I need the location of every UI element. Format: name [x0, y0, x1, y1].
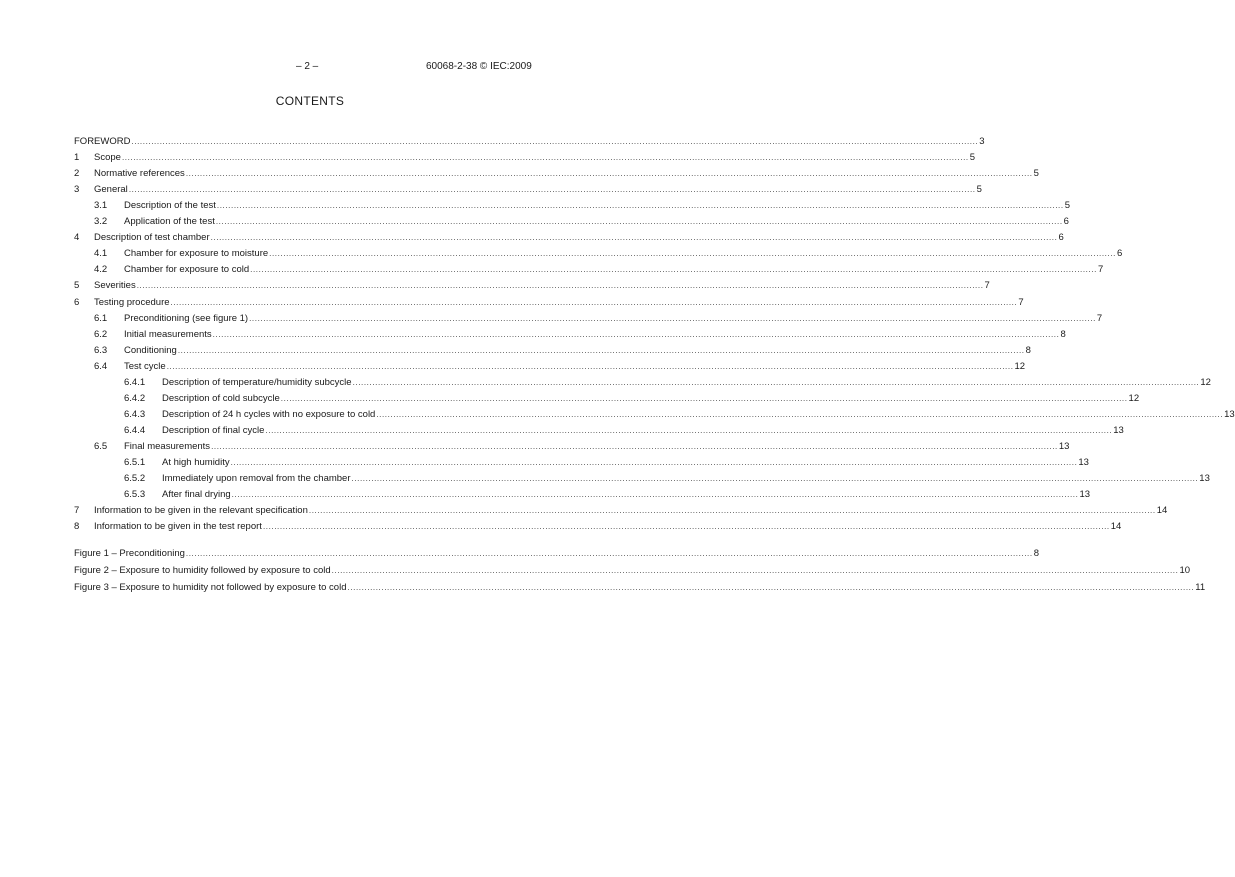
toc-entry-title: Normative references [94, 168, 185, 179]
toc-entry-number: 7 [74, 505, 80, 516]
toc-entry-page: 6 [1116, 248, 1123, 259]
toc-entry-title: Initial measurements [124, 329, 212, 340]
toc-entry-number: 6.5 [94, 441, 108, 452]
toc-entry-title: Preconditioning (see figure 1) [124, 313, 249, 324]
toc-entry[interactable] [124, 489, 1091, 501]
dot-leader: ............................................................................................................................................................................................................................................................................................................ [262, 522, 1110, 531]
toc-entry-page: 8 [1025, 345, 1031, 356]
dot-leader: ............................................................................................................................................................................................................................................................................................................ [121, 153, 969, 162]
toc-entry-page: 3 [979, 136, 985, 147]
contents-title: CONTENTS [275, 94, 345, 108]
toc-entry-number: 6.1 [94, 313, 108, 324]
toc-entry-title: Description of test chamber [94, 232, 210, 243]
toc-entry-title: Scope [94, 152, 121, 163]
toc-entry-title: Description of temperature/humidity subcycle [162, 377, 352, 388]
dot-leader: ............................................................................................................................................................................................................................................................................................................ [166, 362, 1014, 371]
dot-leader: ............................................................................................................................................................................................................................................................................................................ [177, 346, 1025, 355]
page-number: – 2 – [296, 61, 319, 72]
toc-entry-number: 4.2 [94, 264, 108, 275]
toc-entry[interactable] [124, 409, 1235, 421]
toc-entry-title: Test cycle [124, 361, 166, 372]
dot-leader: ............................................................................................................................................................................................................................................................................................................ [211, 442, 1058, 451]
toc-entry-number: 3 [74, 184, 80, 195]
toc-entry[interactable] [74, 136, 985, 148]
toc-entry-title: Severities [94, 280, 136, 291]
toc-entry[interactable] [94, 313, 1103, 325]
toc-entry[interactable] [124, 425, 1124, 437]
toc-entry[interactable] [74, 184, 982, 196]
toc-entry[interactable] [74, 505, 1168, 517]
toc-entry[interactable] [124, 377, 1211, 389]
toc-entry-title: Testing procedure [94, 297, 170, 308]
toc-entry[interactable] [94, 200, 1070, 212]
toc-entry-number: 1 [74, 152, 80, 163]
toc-entry-page: 13 [1079, 489, 1091, 500]
dot-leader: ............................................................................................................................................................................................................................................................................................................ [185, 549, 1033, 558]
toc-entry-title: After final drying [162, 489, 231, 500]
dot-leader: ............................................................................................................................................................................................................................................................................................................ [170, 298, 1018, 307]
toc-entry-title: General [94, 184, 128, 195]
toc-entry-title: Description of cold subcycle [162, 393, 280, 404]
toc-entry-title: Information to be given in the test report [94, 521, 262, 532]
toc-entry-page: 7 [1096, 313, 1103, 324]
toc-entry-title: Final measurements [124, 441, 211, 452]
toc-entry-page: 13 [1113, 425, 1124, 436]
dot-leader: ............................................................................................................................................................................................................................................................................................................ [376, 410, 1224, 419]
toc-entry-page: 6 [1058, 232, 1064, 243]
toc-entry-page: 14 [1110, 521, 1122, 532]
figure-list-entry[interactable] [74, 565, 1191, 577]
dot-leader: ............................................................................................................................................................................................................................................................................................................ [210, 233, 1058, 242]
dot-leader: ............................................................................................................................................................................................................................................................................................................ [212, 330, 1060, 339]
toc-entry-title: Description of 24 h cycles with no exposure to cold [162, 409, 376, 420]
toc-entry-title: Information to be given in the relevant specification [94, 505, 308, 516]
toc-entry-number: 3.1 [94, 200, 108, 211]
dot-leader: ............................................................................................................................................................................................................................................................................................................ [128, 185, 976, 194]
toc-entry[interactable] [74, 521, 1122, 533]
dot-leader: ............................................................................................................................................................................................................................................................................................................ [249, 314, 1096, 323]
toc-entry-page: 5 [969, 152, 976, 163]
dot-leader: ............................................................................................................................................................................................................................................................................................................ [131, 137, 979, 146]
toc-entry-number: 6.3 [94, 345, 108, 356]
dot-leader: ............................................................................................................................................................................................................................................................................................................ [331, 566, 1179, 575]
toc-entry-page: 8 [1060, 329, 1066, 340]
toc-entry-number: 6.4.4 [124, 425, 146, 436]
dot-leader: ............................................................................................................................................................................................................................................................................................................ [347, 583, 1195, 592]
toc-entry-number: 5 [74, 280, 80, 291]
dot-leader: ............................................................................................................................................................................................................................................................................................................ [269, 249, 1116, 258]
toc-entry-page: 14 [1156, 505, 1168, 516]
toc-entry-title: FOREWORD [74, 136, 131, 147]
toc-entry[interactable] [94, 345, 1031, 357]
toc-entry-number: 4.1 [94, 248, 108, 259]
standard-reference: 60068-2-38 © IEC:2009 [426, 61, 532, 72]
toc-entry-number: 6.5.2 [124, 473, 146, 484]
toc-entry-page: 11 [1195, 582, 1206, 593]
dot-leader: ............................................................................................................................................................................................................................................................................................................ [136, 281, 984, 290]
toc-entry-title: Chamber for exposure to cold [124, 264, 250, 275]
toc-entry-number: 8 [74, 521, 80, 532]
toc-entry-title: At high humidity [162, 457, 230, 468]
toc-entry-page: 13 [1224, 409, 1235, 420]
toc-entry-title: Figure 2 – Exposure to humidity followed by exposure to cold [74, 565, 331, 576]
toc-entry-title: Description of final cycle [162, 425, 265, 436]
toc-entry-page: 7 [1097, 264, 1104, 275]
toc-entry[interactable] [124, 393, 1140, 405]
toc-entry[interactable] [94, 248, 1123, 260]
toc-entry[interactable] [74, 280, 990, 292]
toc-entry-title: Figure 1 – Preconditioning [74, 548, 185, 559]
toc-entry-number: 2 [74, 168, 80, 179]
toc-entry-page: 7 [984, 280, 990, 291]
toc-entry[interactable] [94, 264, 1104, 276]
toc-entry[interactable] [94, 216, 1069, 228]
toc-entry[interactable] [74, 232, 1064, 244]
toc-entry[interactable] [74, 152, 976, 164]
toc-entry-page: 13 [1199, 473, 1210, 484]
toc-entry[interactable] [124, 457, 1089, 469]
toc-entry[interactable] [74, 297, 1024, 309]
dot-leader: ............................................................................................................................................................................................................................................................................................................ [351, 474, 1199, 483]
toc-entry-number: 6.5.3 [124, 489, 146, 500]
toc-entry-title: Immediately upon removal from the chamber [162, 473, 351, 484]
toc-entry[interactable] [94, 329, 1066, 341]
toc-entry-number: 6 [74, 297, 80, 308]
dot-leader: ............................................................................................................................................................................................................................................................................................................ [280, 394, 1128, 403]
toc-entry-page: 8 [1033, 548, 1039, 559]
dot-leader: ............................................................................................................................................................................................................................................................................................................ [185, 169, 1033, 178]
toc-entry-page: 5 [1033, 168, 1039, 179]
toc-entry-number: 6.4.1 [124, 377, 146, 388]
toc-entry-page: 10 [1179, 565, 1191, 576]
toc-entry-page: 12 [1128, 393, 1140, 404]
dot-leader: ............................................................................................................................................................................................................................................................................................................ [215, 217, 1063, 226]
toc-entry-title: Conditioning [124, 345, 177, 356]
toc-entry-number: 6.2 [94, 329, 108, 340]
toc-entry-number: 6.4 [94, 361, 108, 372]
dot-leader: ............................................................................................................................................................................................................................................................................................................ [231, 490, 1079, 499]
toc-entry-number: 6.4.2 [124, 393, 146, 404]
toc-entry-title: Application of the test [124, 216, 215, 227]
toc-entry-number: 6.5.1 [124, 457, 146, 468]
toc-entry[interactable] [94, 441, 1070, 453]
toc-entry-number: 6.4.3 [124, 409, 146, 420]
toc-entry-title: Chamber for exposure to moisture [124, 248, 269, 259]
dot-leader: ............................................................................................................................................................................................................................................................................................................ [216, 201, 1064, 210]
dot-leader: ............................................................................................................................................................................................................................................................................................................ [352, 378, 1200, 387]
figure-list-entry[interactable] [74, 548, 1039, 560]
toc-entry-page: 13 [1058, 441, 1070, 452]
toc-entry-title: Description of the test [124, 200, 216, 211]
dot-leader: ............................................................................................................................................................................................................................................................................................................ [250, 265, 1097, 274]
toc-entry-page: 6 [1063, 216, 1069, 227]
toc-entry[interactable] [124, 473, 1210, 485]
toc-entry-page: 13 [1078, 457, 1089, 468]
dot-leader: ............................................................................................................................................................................................................................................................................................................ [265, 426, 1113, 435]
toc-entry-page: 12 [1014, 361, 1026, 372]
toc-entry-page: 5 [1064, 200, 1070, 211]
toc-entry-page: 7 [1018, 297, 1024, 308]
toc-entry-page: 12 [1200, 377, 1211, 388]
figure-list-entry[interactable] [74, 582, 1206, 594]
toc-entry-title: Figure 3 – Exposure to humidity not followed by exposure to cold [74, 582, 347, 593]
dot-leader: ............................................................................................................................................................................................................................................................................................................ [308, 506, 1156, 515]
toc-entry-number: 3.2 [94, 216, 108, 227]
toc-entry-page: 5 [976, 184, 982, 195]
toc-entry[interactable] [94, 361, 1026, 373]
toc-entry[interactable] [74, 168, 1039, 180]
toc-entry-number: 4 [74, 232, 80, 243]
dot-leader: ............................................................................................................................................................................................................................................................................................................ [230, 458, 1078, 467]
